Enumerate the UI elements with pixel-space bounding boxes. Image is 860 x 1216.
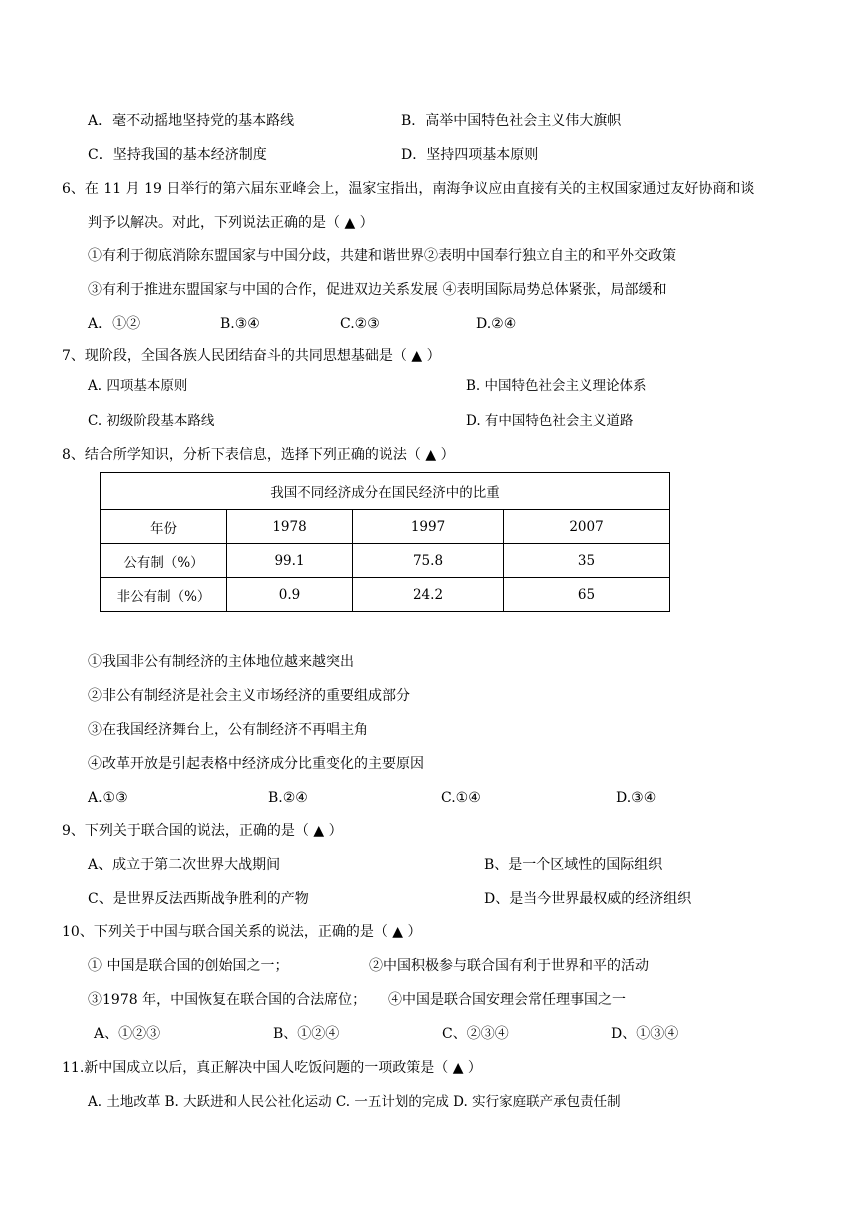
table-row: [101, 578, 670, 612]
q6-option-a: A．①②: [88, 316, 141, 332]
q10-option-d: D、①③④: [611, 1026, 679, 1042]
table-header-cell: 1997: [353, 510, 504, 544]
table-header-cell: 1978: [227, 510, 353, 544]
q9-option-b: B、是一个区域性的国际组织: [484, 857, 663, 873]
q9-option-a: A、成立于第二次世界大战期间: [88, 857, 281, 873]
q10-option-c: C、②③④: [442, 1026, 509, 1042]
q9-option-d: D、是当今世界最权威的经济组织: [484, 891, 692, 907]
q10-stem: 10、下列关于中国与联合国关系的说法，正确的是（ ▲ ）: [62, 924, 422, 940]
table-cell: 0.9: [227, 578, 353, 612]
q8-statement-1: ①我国非公有制经济的主体地位越来越突出: [88, 654, 354, 670]
q6-statements-line1: ①有利于彻底消除东盟国家与中国分歧，共建和谐世界②表明中国奉行独立自主的和平外交政策: [88, 248, 676, 264]
q7-option-b: B. 中国特色社会主义理论体系: [466, 378, 647, 394]
economic-sectors-table: [100, 472, 670, 612]
table-cell: 99.1: [227, 544, 353, 578]
q5-option-b: B．高举中国特色社会主义伟大旗帜: [401, 113, 622, 129]
q5-option-c: C．坚持我国的基本经济制度: [88, 147, 267, 163]
table-header-cell: 年份: [101, 510, 227, 544]
q8-option-a: A.①③: [88, 790, 128, 806]
q8-option-c: C.①④: [441, 790, 481, 806]
q7-stem: 7、现阶段，全国各族人民团结奋斗的共同思想基础是（ ▲ ）: [62, 348, 441, 364]
q8-stem: 8、结合所学知识，分析下表信息，选择下列正确的说法（ ▲ ）: [62, 447, 455, 463]
q7-option-a: A. 四项基本原则: [88, 378, 188, 394]
q8-statement-3: ③在我国经济舞台上，公有制经济不再唱主角: [88, 722, 368, 738]
table-cell: 35: [504, 544, 670, 578]
q10-statement-4: ④中国是联合国安理会常任理事国之一: [388, 992, 626, 1008]
q10-option-b: B、①②④: [273, 1026, 340, 1042]
q6-option-c: C.②③: [340, 316, 380, 332]
q11-stem: 11.新中国成立以后，真正解决中国人吃饭问题的一项政策是（ ▲ ）: [62, 1060, 482, 1076]
q5-option-a: A．毫不动摇地坚持党的基本路线: [88, 113, 295, 129]
q5-option-d: D．坚持四项基本原则: [401, 147, 539, 163]
table-header-row: [101, 510, 670, 544]
q8-statement-2: ②非公有制经济是社会主义市场经济的重要组成部分: [88, 688, 410, 704]
table-header-cell: 2007: [504, 510, 670, 544]
q6-stem-line2: 判予以解决。对此，下列说法正确的是（ ▲ ）: [88, 215, 374, 231]
q10-statement-2: ②中国积极参与联合国有利于世界和平的活动: [369, 958, 649, 974]
q8-option-b: B.②④: [268, 790, 308, 806]
q8-option-d: D.③④: [616, 790, 657, 806]
table-cell: 65: [504, 578, 670, 612]
q9-option-c: C、是世界反法西斯战争胜利的产物: [88, 891, 309, 907]
q6-stem-line1: 6、在 11 月 19 日举行的第六届东亚峰会上，温家宝指出，南海争议应由直接有关的主权国家通过友好协商和谈: [62, 181, 755, 197]
table-cell: 75.8: [353, 544, 504, 578]
table-cell: 24.2: [353, 578, 504, 612]
table-title-row: [101, 473, 670, 510]
table-title: 我国不同经济成分在国民经济中的比重: [101, 473, 670, 510]
q8-statement-4: ④改革开放是引起表格中经济成分比重变化的主要原因: [88, 756, 424, 772]
table-cell: 公有制（%）: [101, 544, 227, 578]
q11-options: A. 土地改革 B. 大跃进和人民公社化运动 C. 一五计划的完成 D. 实行家庭联产承包责任制: [88, 1094, 621, 1110]
q7-option-d: D. 有中国特色社会主义道路: [466, 413, 634, 429]
q6-option-d: D.②④: [476, 316, 517, 332]
table-cell: 非公有制（%）: [101, 578, 227, 612]
q10-statement-3: ③1978 年，中国恢复在联合国的合法席位；: [88, 992, 367, 1008]
q7-option-c: C. 初级阶段基本路线: [88, 413, 215, 429]
q10-option-a: A、①②③: [94, 1026, 161, 1042]
q6-option-b: B.③④: [220, 316, 260, 332]
q9-stem: 9、下列关于联合国的说法，正确的是（ ▲ ）: [62, 823, 343, 839]
q6-statements-line2: ③有利于推进东盟国家与中国的合作，促进双边关系发展 ④表明国际局势总体紧张，局部缓和: [88, 282, 667, 298]
q10-statement-1: ① 中国是联合国的创始国之一；: [88, 958, 289, 974]
table-row: [101, 544, 670, 578]
